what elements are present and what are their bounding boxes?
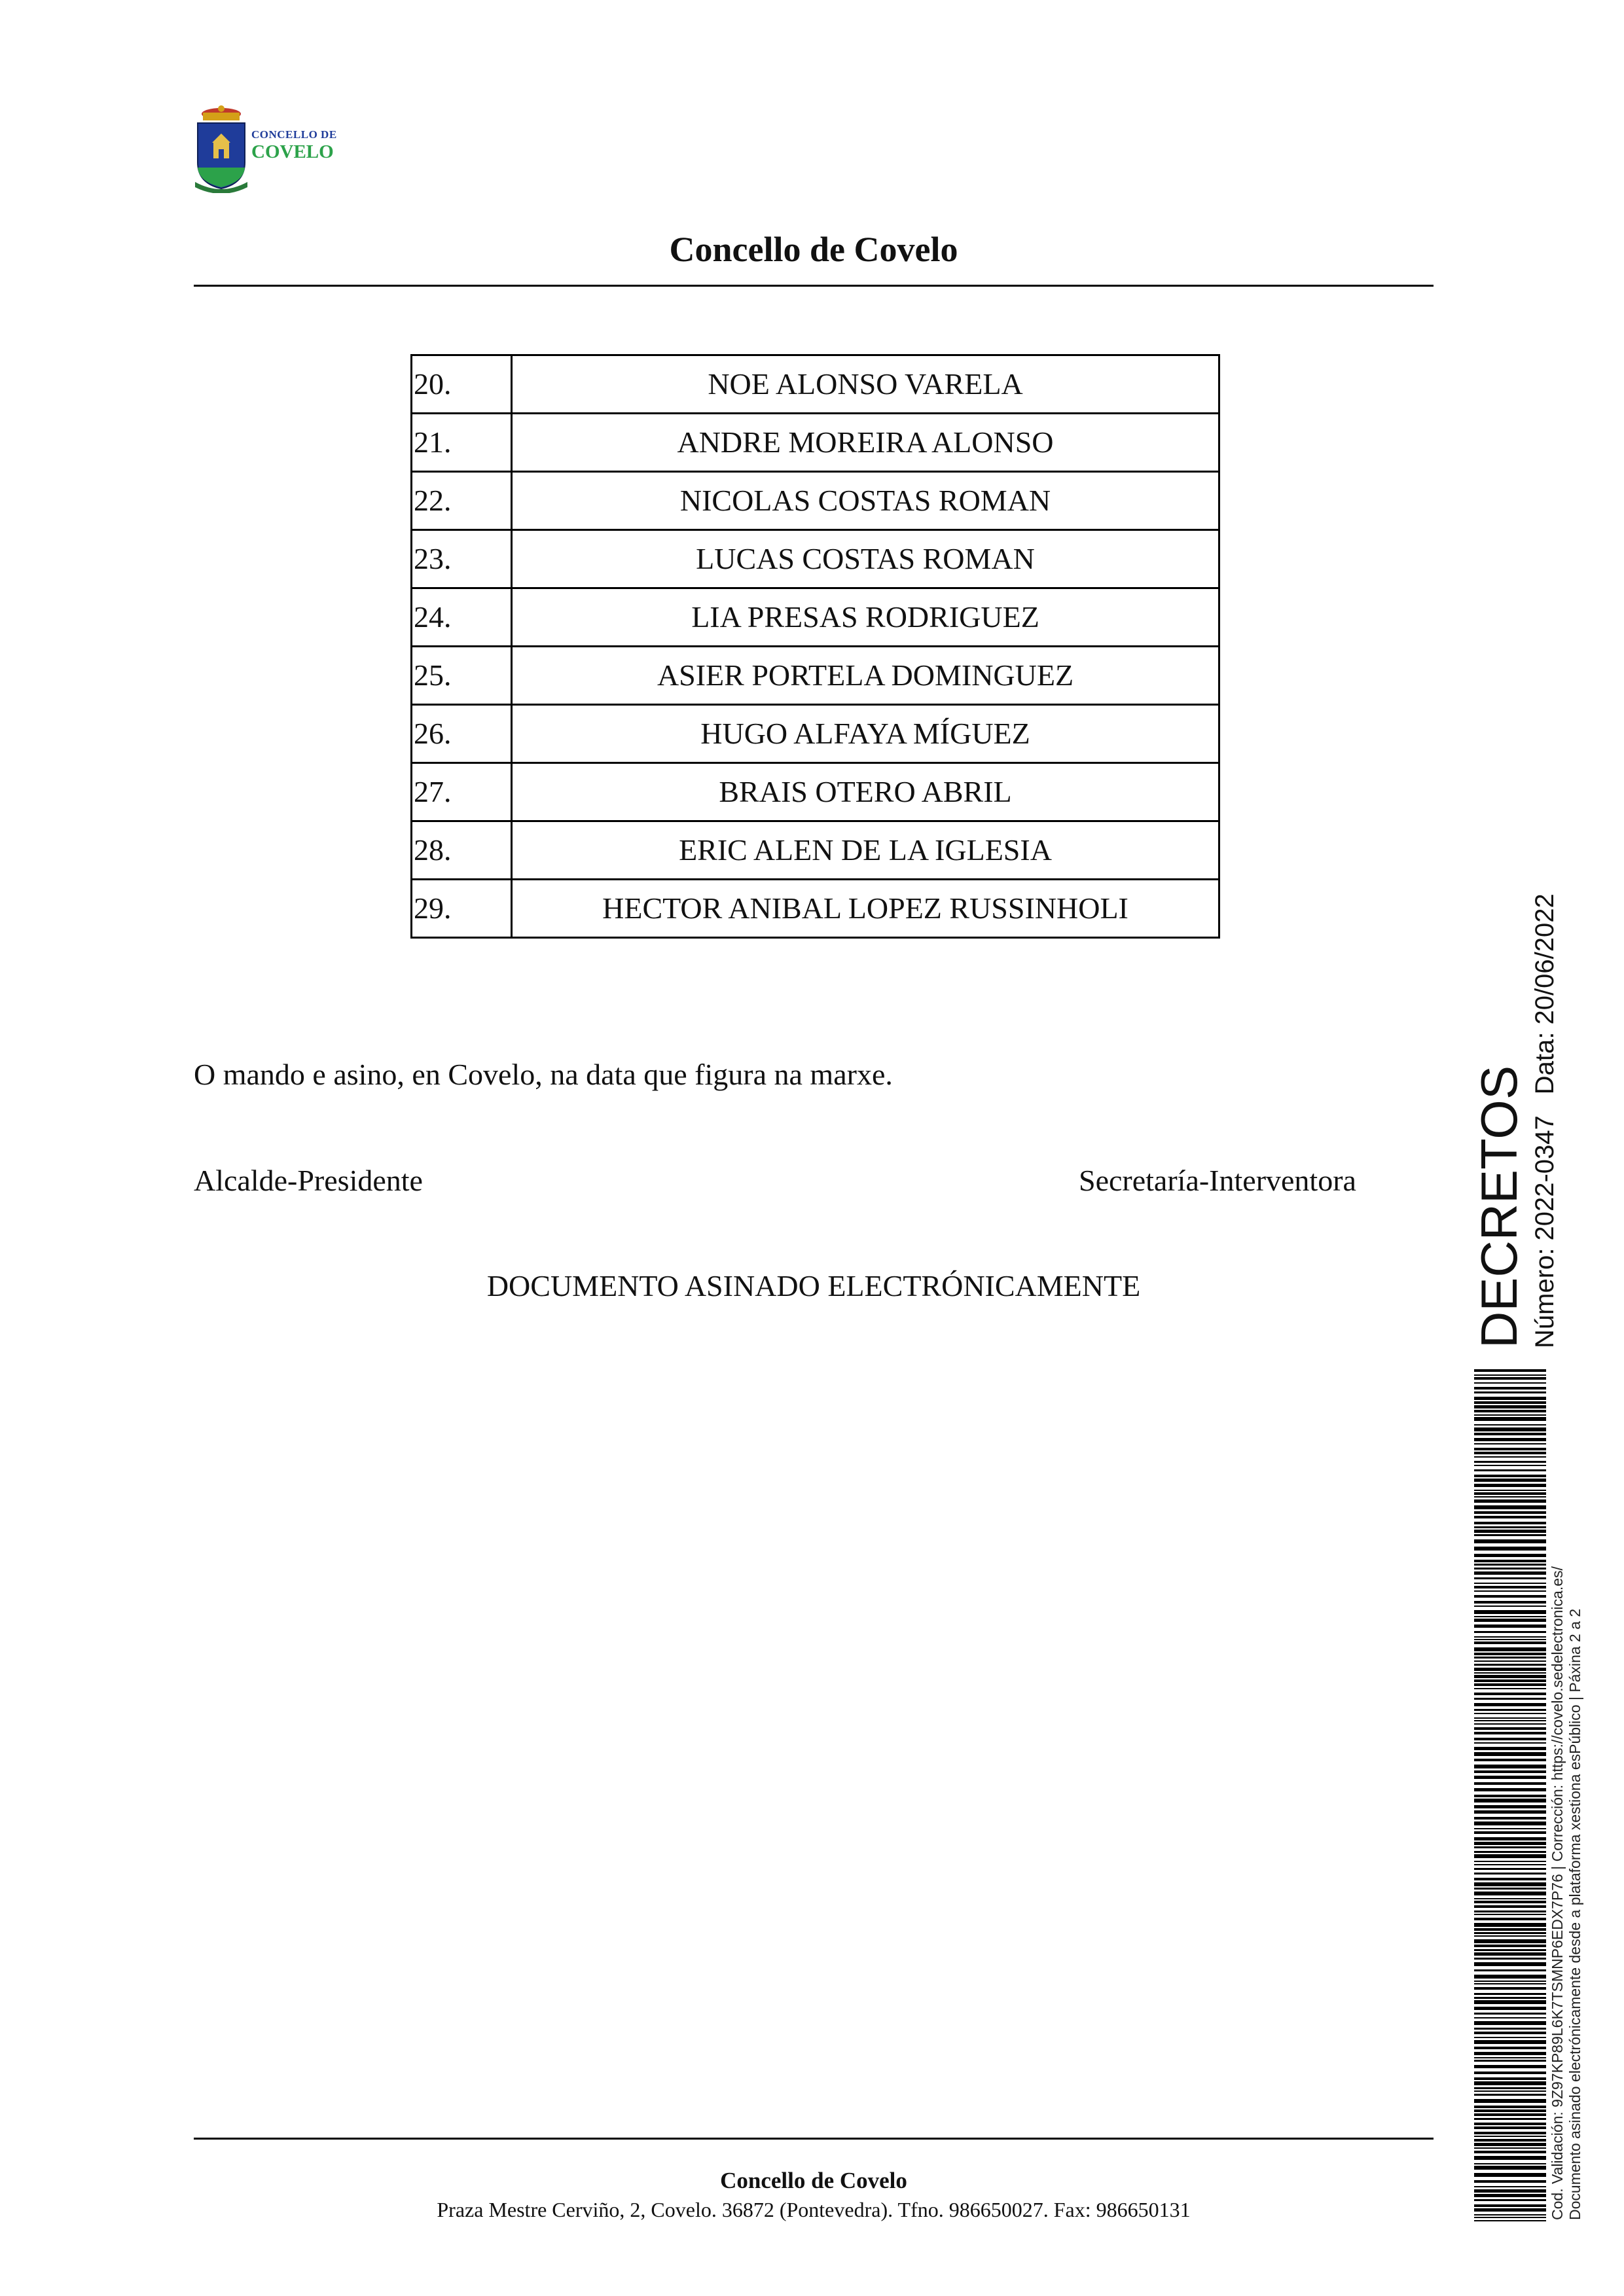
barcode-bar	[1474, 1878, 1546, 1880]
barcode-bar	[1474, 1605, 1546, 1607]
barcode-bar	[1474, 2118, 1546, 2120]
barcode-bar	[1474, 1377, 1546, 1380]
barcode-bar	[1474, 1522, 1546, 1524]
barcode-bar	[1474, 1810, 1546, 1814]
closing-paragraph: O mando e asino, en Covelo, na data que figura na marxe.	[194, 1058, 893, 1091]
barcode-bar	[1474, 1932, 1546, 1934]
barcode-bar	[1474, 2139, 1546, 2142]
barcode-bar	[1474, 2123, 1546, 2125]
barcode	[1474, 1369, 1546, 2224]
barcode-bar	[1474, 1831, 1546, 1834]
barcode-bar	[1474, 2021, 1546, 2025]
signer-secretary: Secretaría-Interventora	[1079, 1164, 1356, 1197]
barcode-bar	[1474, 1668, 1546, 1671]
barcode-bar	[1474, 1484, 1546, 1487]
table-row	[412, 821, 1219, 880]
barcode-bar	[1474, 1765, 1546, 1768]
barcode-bar	[1474, 2132, 1546, 2134]
barcode-bar	[1474, 1905, 1546, 1908]
barcode-bar	[1474, 1417, 1546, 1421]
table-row	[412, 647, 1219, 705]
barcode-bar	[1474, 1664, 1546, 1666]
table-row	[412, 588, 1219, 647]
barcode-bar	[1474, 2163, 1546, 2164]
barcode-bar	[1474, 1496, 1546, 1498]
barcode-bar	[1474, 2017, 1546, 2018]
footer-divider	[194, 2138, 1434, 2140]
barcode-bar	[1474, 1914, 1546, 1915]
barcode-bar	[1474, 2199, 1546, 2201]
barcode-bar	[1474, 2204, 1546, 2207]
row-name: HUGO ALFAYA MÍGUEZ	[512, 705, 1219, 763]
barcode-bar	[1474, 1782, 1546, 1785]
barcode-bar	[1474, 1962, 1546, 1966]
row-name: NICOLAS COSTAS ROMAN	[512, 472, 1219, 530]
barcode-bar	[1474, 2072, 1546, 2074]
barcode-bar	[1474, 1837, 1546, 1840]
barcode-bar	[1474, 2217, 1546, 2218]
barcode-bar	[1474, 1448, 1546, 1450]
logo-text-line2: COVELO	[251, 141, 334, 162]
row-name: ASIER PORTELA DOMINGUEZ	[512, 647, 1219, 705]
barcode-bar	[1474, 1410, 1546, 1412]
concello-logo	[194, 105, 351, 193]
barcode-bar	[1474, 1747, 1546, 1750]
barcode-bar	[1474, 2156, 1546, 2160]
barcode-bar	[1474, 1727, 1546, 1730]
barcode-bar	[1474, 2173, 1546, 2177]
barcode-bar	[1474, 2094, 1546, 2096]
barcode-bar	[1474, 1709, 1546, 1711]
barcode-bar	[1474, 1688, 1546, 1689]
barcode-bar	[1474, 2208, 1546, 2212]
barcode-bar	[1474, 1952, 1546, 1956]
barcode-bar	[1474, 2032, 1546, 2034]
barcode-bar	[1474, 1616, 1546, 1617]
logo-text-line1: CONCELLO DE	[251, 128, 337, 141]
barcode-bar	[1474, 2147, 1546, 2149]
barcode-bar	[1474, 1720, 1546, 1721]
electronic-signature-notice: DOCUMENTO ASINADO ELECTRÓNICAMENTE	[486, 1269, 1141, 1302]
barcode-bar	[1474, 1975, 1546, 1979]
barcode-bar	[1474, 1438, 1546, 1441]
barcode-bar	[1474, 2194, 1546, 2197]
row-number: 21.	[412, 414, 512, 472]
barcode-bar	[1474, 1958, 1546, 1960]
barcode-bar	[1474, 1397, 1546, 1400]
barcode-bar	[1474, 1788, 1546, 1791]
barcode-bar	[1474, 1846, 1546, 1848]
barcode-bar	[1474, 2060, 1546, 2062]
footer-address: Praza Mestre Cerviño, 2, Covelo. 36872 (Pontevedra). Tfno. 986650027. Fax: 986650131	[437, 2198, 1191, 2221]
row-number: 27.	[412, 763, 512, 821]
table-row	[412, 705, 1219, 763]
barcode-bar	[1474, 1776, 1546, 1779]
barcode-bar	[1474, 1452, 1546, 1454]
barcode-bar	[1474, 1888, 1546, 1890]
barcode-bar	[1474, 1526, 1546, 1528]
row-name: ANDRE MOREIRA ALONSO	[512, 414, 1219, 472]
row-name: NOE ALONSO VARELA	[512, 355, 1219, 414]
barcode-bar	[1474, 1898, 1546, 1899]
barcode-bar	[1474, 1742, 1546, 1744]
row-name: HECTOR ANIBAL LOPEZ RUSSINHOLI	[512, 880, 1219, 938]
row-number: 22.	[412, 472, 512, 530]
barcode-bar	[1474, 1382, 1546, 1384]
barcode-bar	[1474, 1923, 1546, 1927]
barcode-bar	[1474, 1505, 1546, 1509]
barcode-bar	[1474, 1387, 1546, 1390]
barcode-bar	[1474, 2065, 1546, 2068]
barcode-bar	[1474, 2077, 1546, 2080]
barcode-bar	[1474, 2081, 1546, 2085]
barcode-bar	[1474, 1842, 1546, 1845]
barcode-bar	[1474, 1949, 1546, 1951]
barcode-bar	[1474, 1693, 1546, 1695]
barcode-bar	[1474, 2047, 1546, 2049]
barcode-bar	[1474, 1369, 1546, 1372]
barcode-bar	[1474, 2136, 1546, 2137]
barcode-bar	[1474, 1969, 1546, 1971]
barcode-bar	[1474, 1653, 1546, 1655]
barcode-bar	[1474, 2037, 1546, 2038]
barcode-bar	[1474, 2214, 1546, 2215]
barcode-bar	[1474, 2143, 1546, 2146]
row-number: 28.	[412, 821, 512, 880]
barcode-bar	[1474, 1475, 1546, 1477]
barcode-bar	[1474, 2000, 1546, 2004]
barcode-bar	[1474, 1717, 1546, 1719]
barcode-bar	[1474, 1590, 1546, 1592]
barcode-bar	[1474, 1586, 1546, 1588]
barcode-bar	[1474, 2057, 1546, 2058]
row-number: 29.	[412, 880, 512, 938]
barcode-bar	[1474, 1864, 1546, 1865]
barcode-bar	[1474, 2007, 1546, 2010]
barcode-bar	[1474, 1568, 1546, 1570]
barcode-bar	[1474, 2040, 1546, 2044]
barcode-bar	[1474, 1821, 1546, 1825]
barcode-bar	[1474, 1873, 1546, 1874]
barcode-bar	[1474, 2099, 1546, 2103]
barcode-bar	[1474, 1479, 1546, 1482]
barcode-bar	[1474, 1795, 1546, 1797]
barcode-bar	[1474, 1601, 1546, 1604]
barcode-bar	[1474, 1577, 1546, 1579]
barcode-bar	[1474, 1595, 1546, 1598]
barcode-bar	[1474, 1631, 1546, 1633]
barcode-bar	[1474, 1639, 1546, 1640]
barcode-bar	[1474, 1993, 1546, 1995]
barcode-bar	[1474, 1424, 1546, 1426]
barcode-bar	[1474, 1698, 1546, 1700]
table-row	[412, 763, 1219, 821]
table-row	[412, 530, 1219, 588]
barcode-bar	[1474, 2113, 1546, 2116]
table-row	[412, 414, 1219, 472]
barcode-bar	[1474, 2151, 1546, 2153]
barcode-bar	[1474, 1910, 1546, 1912]
barcode-bar	[1474, 1660, 1546, 1662]
barcode-bar	[1474, 1675, 1546, 1678]
barcode-bar	[1474, 1641, 1546, 1644]
barcode-bar	[1474, 1405, 1546, 1408]
barcode-bar	[1474, 1759, 1546, 1761]
barcode-bar	[1474, 1805, 1546, 1808]
decree-meta	[1530, 872, 1560, 1348]
barcode-bar	[1474, 1461, 1546, 1463]
barcode-bar	[1474, 1539, 1546, 1543]
footer-institution: Concello de Covelo	[720, 2168, 907, 2193]
table-row	[412, 880, 1219, 938]
barcode-bar	[1474, 1571, 1546, 1575]
validation-block	[1549, 1566, 1584, 2220]
barcode-bar	[1474, 1683, 1546, 1686]
row-name: ERIC ALEN DE LA IGLESIA	[512, 821, 1219, 880]
barcode-bar	[1474, 2087, 1546, 2089]
row-number: 25.	[412, 647, 512, 705]
row-number: 20.	[412, 355, 512, 414]
barcode-bar	[1474, 2180, 1546, 2183]
barcode-bar	[1474, 1401, 1546, 1404]
barcode-bar	[1474, 1828, 1546, 1829]
barcode-bar	[1474, 1918, 1546, 1920]
barcode-bar	[1474, 1861, 1546, 1862]
barcode-bar	[1474, 1723, 1546, 1725]
coat-of-arms-icon	[194, 105, 249, 193]
barcode-bar	[1474, 1732, 1546, 1734]
barcode-bar	[1474, 2126, 1546, 2129]
barcode-bar	[1474, 1817, 1546, 1820]
row-number: 23.	[412, 530, 512, 588]
barcode-bar	[1474, 1443, 1546, 1444]
barcode-bar	[1474, 2109, 1546, 2112]
barcode-bar	[1474, 2090, 1546, 2092]
barcode-bar	[1474, 2052, 1546, 2055]
barcode-bar	[1474, 1851, 1546, 1853]
barcode-bar	[1474, 1619, 1546, 1622]
header-divider	[194, 285, 1434, 287]
barcode-bar	[1474, 2106, 1546, 2108]
barcode-bar	[1474, 1854, 1546, 1858]
barcode-bar	[1474, 1987, 1546, 1990]
registry-label: DECRETOS	[1470, 1066, 1528, 1348]
barcode-bar	[1474, 1939, 1546, 1943]
signer-mayor: Alcalde-Presidente	[194, 1164, 423, 1197]
barcode-bar	[1474, 1981, 1546, 1982]
decree-date: Data: 20/06/2022	[1530, 893, 1559, 1095]
names-table	[410, 354, 1220, 939]
barcode-bar	[1474, 1511, 1546, 1514]
barcode-bar	[1474, 1554, 1546, 1557]
barcode-bar	[1474, 1770, 1546, 1773]
barcode-bar	[1474, 1534, 1546, 1536]
row-name: LUCAS COSTAS ROMAN	[512, 530, 1219, 588]
barcode-bar	[1474, 1882, 1546, 1886]
row-name: BRAIS OTERO ABRIL	[512, 763, 1219, 821]
barcode-bar	[1474, 2166, 1546, 2170]
barcode-bar	[1474, 1647, 1546, 1651]
barcode-bar	[1474, 1391, 1546, 1393]
barcode-bar	[1474, 1928, 1546, 1931]
barcode-bar	[1474, 2186, 1546, 2187]
barcode-bar	[1474, 1560, 1546, 1562]
barcode-bar	[1474, 2189, 1546, 2193]
validation-platform-line: Documento asinado electrónicamente desde a plataforma xestiona esPúblico | Páxina 2 a 2	[1566, 1608, 1583, 2220]
barcode-bar	[1474, 1583, 1546, 1584]
table-row	[412, 355, 1219, 414]
barcode-bar	[1474, 2013, 1546, 2015]
barcode-bar	[1474, 1636, 1546, 1638]
barcode-bar	[1474, 1499, 1546, 1503]
barcode-bar	[1474, 1657, 1546, 1659]
barcode-bar	[1474, 1713, 1546, 1714]
barcode-bar	[1474, 1983, 1546, 1984]
barcode-bar	[1474, 1374, 1546, 1376]
barcode-bar	[1474, 1516, 1546, 1518]
barcode-bar	[1474, 1679, 1546, 1682]
barcode-bar	[1474, 1433, 1546, 1435]
barcode-bar	[1474, 1892, 1546, 1895]
row-name: LIA PRESAS RODRIGUEZ	[512, 588, 1219, 647]
row-number: 24.	[412, 588, 512, 647]
decree-number: Número: 2022-0347	[1530, 1115, 1559, 1348]
validation-code-line: Cod. Validación: 9Z97KP89L6K7TSMNP6EDX7P76 | Corrección: https://covelo.sedelectronica.es/	[1549, 1566, 1566, 2220]
barcode-bar	[1474, 1564, 1546, 1566]
barcode-bar	[1474, 1547, 1546, 1551]
barcode-bar	[1474, 1492, 1546, 1495]
barcode-bar	[1474, 1456, 1546, 1458]
barcode-bar	[1474, 1427, 1546, 1431]
barcode-bar	[1474, 1469, 1546, 1471]
barcode-bar	[1474, 1610, 1546, 1614]
barcode-bar	[1474, 1799, 1546, 1803]
barcode-bar	[1474, 1738, 1546, 1740]
barcode-bar	[1474, 1414, 1546, 1416]
barcode-bar	[1474, 1672, 1546, 1674]
barcode-bar	[1474, 1624, 1546, 1628]
barcode-bar	[1474, 1703, 1546, 1706]
barcode-bar	[1474, 1530, 1546, 1533]
barcode-bar	[1474, 1901, 1546, 1903]
barcode-bar	[1474, 1465, 1546, 1466]
barcode-bar	[1474, 2028, 1546, 2030]
row-number: 26.	[412, 705, 512, 763]
barcode-bar	[1474, 2220, 1546, 2221]
page-title: Concello de Covelo	[669, 230, 958, 269]
table-row	[412, 472, 1219, 530]
barcode-bar	[1474, 1935, 1546, 1937]
barcode-bar	[1474, 1490, 1546, 1491]
barcode-bar	[1474, 1868, 1546, 1870]
barcode-bar	[1474, 1752, 1546, 1756]
barcode-bar	[1474, 1997, 1546, 1999]
barcode-bar	[1474, 1945, 1546, 1947]
